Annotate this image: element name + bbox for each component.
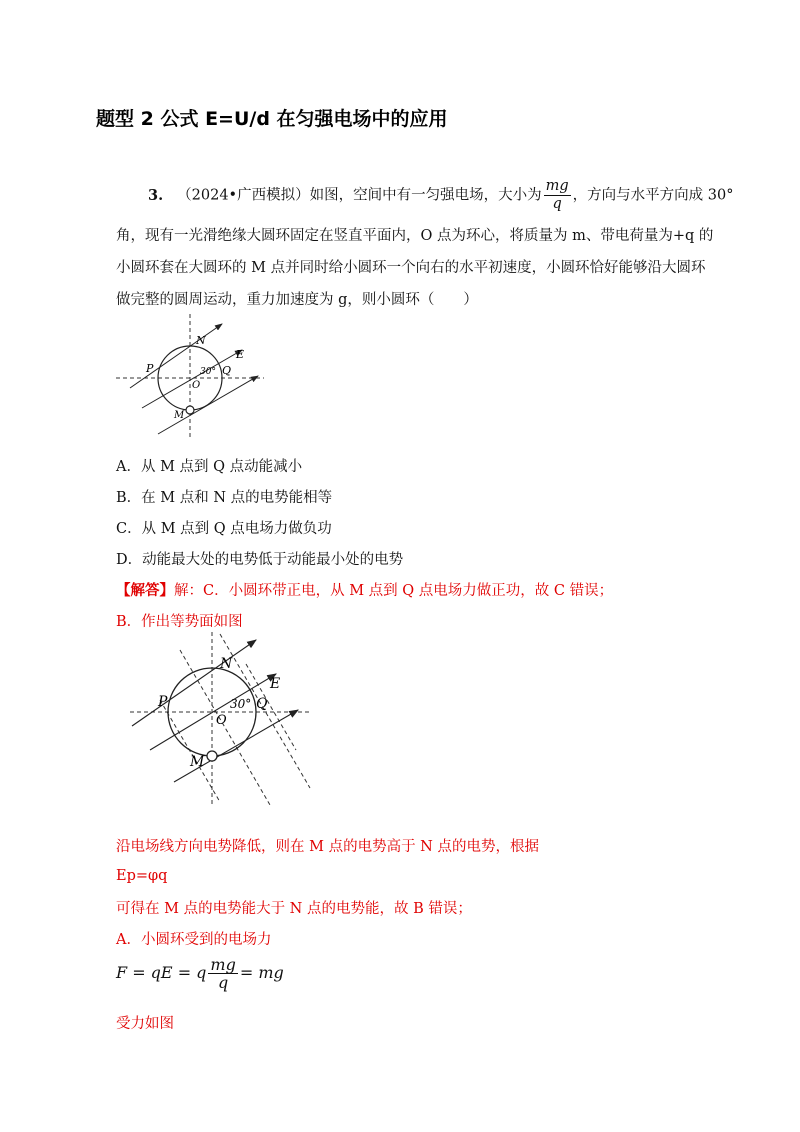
question-text-1a: （2024•广西模拟）如图，空间中有一匀强电场，大小为 xyxy=(177,187,542,204)
label2-angle: 30° xyxy=(230,697,252,711)
label-Q: Q xyxy=(222,364,232,377)
label2-O: O xyxy=(216,713,227,728)
label2-Q: Q xyxy=(256,696,268,712)
answer-line-7: 受力如图 xyxy=(116,1016,174,1032)
label-P: P xyxy=(146,362,154,375)
question-line-3: 小圆环套在大圆环的 M 点并同时给小圆环一个向右的水平初速度，小圆环恰好能够沿大圆环 xyxy=(116,260,706,276)
answer-line-6: A．小圆环受到的电场力 xyxy=(116,932,272,948)
force-formula: F = qE = q $\frac{mg}{q}$ = mg xyxy=(116,955,284,992)
label-O: O xyxy=(192,380,201,391)
answer-figure xyxy=(120,630,330,810)
question-line-1 xyxy=(116,178,733,213)
answer-tag: 【解答】 xyxy=(116,582,174,599)
label2-E: E xyxy=(270,676,281,692)
question-line-4: 做完整的圆周运动，重力加速度为 g，则小圆环（ ） xyxy=(116,292,478,308)
label2-M: M xyxy=(190,754,205,770)
label2-P: P xyxy=(158,694,168,710)
answer-line-4: Ep=φq xyxy=(116,868,168,884)
field-magnitude-fraction: $\frac{mg}{q}$ xyxy=(545,178,569,212)
answer-line-2: B．作出等势面如图 xyxy=(116,614,243,630)
option-a: A．从 M 点到 Q 点动能减小 xyxy=(116,459,303,475)
label-E: E xyxy=(236,348,245,361)
answer-line-1: 【解答】解：C．小圆环带正电，从 M 点到 Q 点电场力做正功，故 C 错误； xyxy=(116,582,614,599)
section-title: 题型 2 公式 E=U/d 在匀强电场中的应用 xyxy=(96,108,448,130)
option-c: C．从 M 点到 Q 点电场力做负功 xyxy=(116,521,332,537)
label-M: M xyxy=(174,410,185,421)
question-text-1b: ，方向与水平方向成 30° xyxy=(572,187,734,204)
formula-fraction: $\frac{mg}{q}$ xyxy=(210,955,236,992)
answer-line-5: 可得在 M 点的电势能大于 N 点的电势能，故 B 错误； xyxy=(116,901,472,917)
label2-N: N xyxy=(220,656,233,672)
option-d: D．动能最大处的电势低于动能最小处的电势 xyxy=(116,552,404,568)
question-number: 3. xyxy=(148,186,164,204)
question-figure xyxy=(110,312,280,442)
label-angle: 30° xyxy=(200,367,216,377)
option-b: B．在 M 点和 N 点的电势能相等 xyxy=(116,490,333,506)
answer-line-3: 沿电场线方向电势降低，则在 M 点的电势高于 N 点的电势，根据 xyxy=(116,839,539,855)
question-line-2: 角，现有一光滑绝缘大圆环固定在竖直平面内，O 点为环心，将质量为 m、带电荷量为+q 的 xyxy=(116,228,714,244)
label-N: N xyxy=(196,334,206,347)
